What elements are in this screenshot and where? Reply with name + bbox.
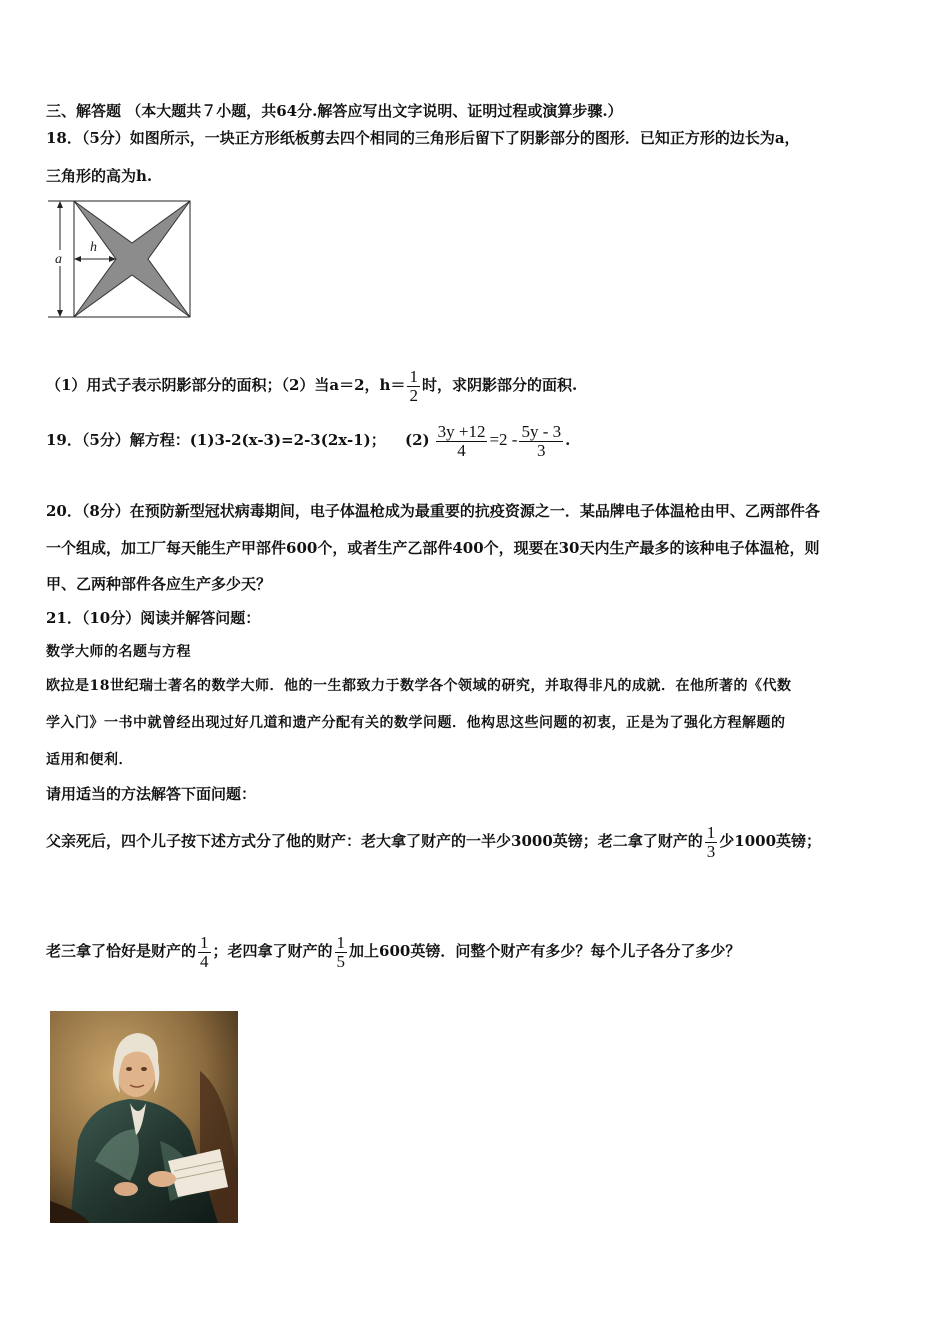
q18-parts-suffix: 时，求阴影部分的面积. — [421, 376, 578, 394]
q21-problem-line1 — [46, 820, 821, 862]
q19-prefix: 19．（5分）解方程：(1)3-2(x-3)=2-3(2x-1)； — [46, 431, 386, 449]
q21-problem-line2 — [46, 930, 740, 972]
q19-fraction-1 — [436, 423, 488, 460]
q20-line2: 一个组成，加工厂每天能生产甲部件600个，或者生产乙部件400个，现要在30天内生产最多的该种电子体温枪，则 — [46, 539, 820, 557]
q21-paragraph-3: 适用和便利． — [46, 752, 133, 768]
fraction-one-third — [705, 824, 718, 861]
frac-third-den: 3 — [706, 841, 716, 861]
q18-star-figure — [44, 196, 194, 320]
q21-title: 数学大师的名题与方程 — [46, 644, 191, 660]
q18-parts — [46, 367, 577, 405]
q19-f2-den: 3 — [519, 441, 563, 460]
frac-third-num: 1 — [706, 822, 716, 842]
frac-fourth-den: 4 — [200, 951, 209, 971]
q19-f2-num: 5y - 3 — [521, 421, 562, 441]
q21-instruction: 请用适当的方法解答下面问题： — [46, 785, 257, 803]
q21-l1-b: 少1000英镑； — [719, 832, 822, 850]
q21-paragraph-2: 学入门》一书中就曾经出现过好几道和遗产分配有关的数学问题．他构思这些问题的初衷，正是为了强化方程解题的 — [46, 715, 786, 731]
q21-paragraph-1: 欧拉是18世纪瑞士著名的数学大师．他的一生都致力于数学各个领域的研究，并取得非凡的成就．在他所著的《代数 — [46, 678, 792, 694]
frac-fourth-num: 1 — [200, 932, 209, 952]
fraction-h-den: 2 — [409, 385, 418, 405]
q21-l2-c: 加上600英镑．问整个财产有多少？每个儿子各分了多少？ — [349, 942, 741, 960]
q18-line1: 18．（5分）如图所示，一块正方形纸板剪去四个相同的三角形后留下了阴影部分的图形．已知正方形的边长为a， — [46, 129, 800, 147]
q21-l2-a: 老三拿了恰好是财产的 — [46, 942, 197, 960]
fraction-one-fourth — [198, 934, 211, 971]
label-h: h — [90, 240, 97, 255]
frac-fifth-den: 5 — [336, 951, 346, 971]
q21-line1: 21．（10分）阅读并解答问题： — [46, 609, 261, 627]
q18-parts-prefix: （1）用式子表示阴影部分的面积；（2）当a＝2，h＝ — [46, 376, 406, 394]
q21-l2-b: ；老四拿了财产的 — [212, 942, 333, 960]
section-header: 三、解答题 （本大题共７小题，共64分.解答应写出文字说明、证明过程或演算步骤.） — [46, 102, 623, 120]
q19-end: . — [565, 431, 571, 449]
frac-fifth-num: 1 — [336, 932, 346, 952]
euler-portrait-image — [50, 1011, 238, 1223]
q19-fraction-2 — [519, 423, 563, 460]
q19-middle: =2 - — [489, 430, 518, 449]
fraction-h-num: 1 — [409, 366, 418, 386]
q20-line1: 20．（8分）在预防新型冠状病毒期间，电子体温枪成为最重要的抗疫资源之一．某品牌电子体温枪由甲、乙两部件各 — [46, 502, 820, 520]
q21-l1-a: 父亲死后，四个儿子按下述方式分了他的财产：老大拿了财产的一半少3000英镑；老二拿了财产的 — [46, 832, 703, 850]
q19-f1-den: 4 — [436, 441, 488, 460]
q19-line — [46, 420, 570, 460]
q19-part2-label: (2) — [404, 431, 430, 449]
q18-line2: 三角形的高为h. — [46, 167, 153, 185]
fraction-one-fifth — [335, 934, 348, 971]
q20-line3: 甲、乙两种部件各应生产多少天？ — [46, 575, 272, 593]
label-a: a — [55, 252, 62, 267]
q19-f1-num: 3y +12 — [437, 421, 486, 441]
fraction-h — [407, 368, 420, 405]
